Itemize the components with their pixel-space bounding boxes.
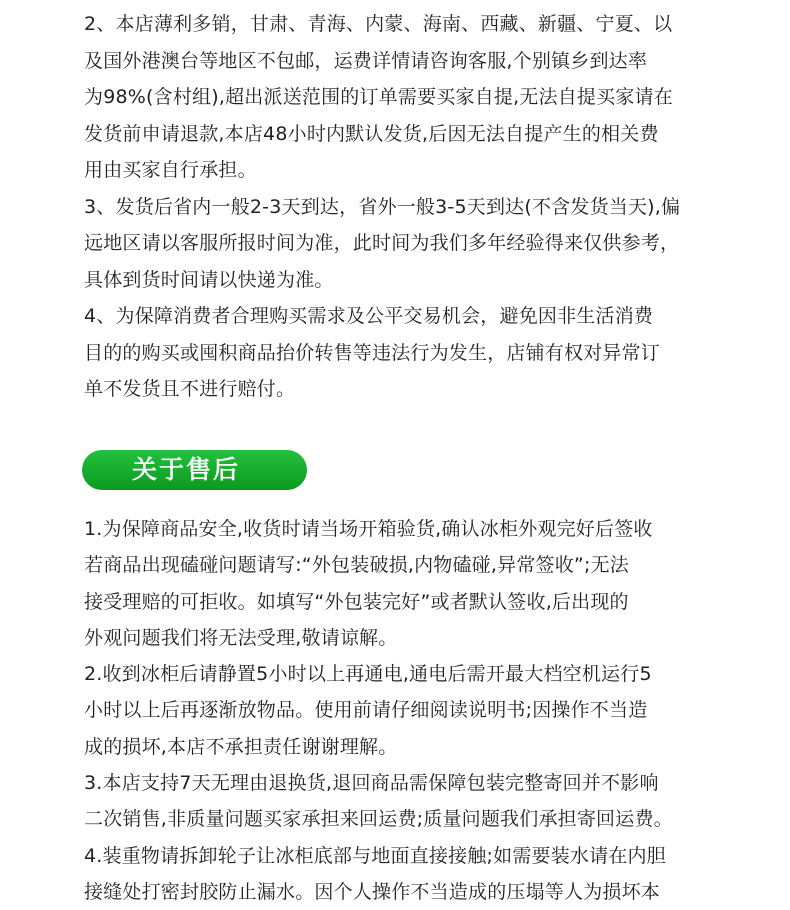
- text-line: 及国外港澳台等地区不包邮，运费详情请咨询客服,个别镇乡到达率: [84, 49, 648, 72]
- text-line: 成的损坏,本店不承担责任谢谢理解。: [84, 735, 398, 758]
- after-sales-heading: 关于售后: [82, 450, 307, 490]
- text-line: 4.装重物请拆卸轮子让冰柜底部与地面直接接触;如需要装水请在内胆: [84, 844, 666, 867]
- text-line: 1.为保障商品安全,收货时请当场开箱验货,确认冰柜外观完好后签收: [84, 518, 653, 540]
- text-line: 4、为保障消费者合理购买需求及公平交易机会，避免因非生活消费: [84, 305, 654, 327]
- text-line: 用由买家自行承担。: [84, 159, 257, 181]
- text-line: 单不发货且不进行赔付。: [84, 378, 296, 400]
- text-line: 若商品出现磕碰问题请写:“外包装破损,内物磕碰,异常签收”;无法: [84, 554, 629, 577]
- after-sales-notes: [84, 511, 734, 910]
- shipping-notes: [84, 6, 734, 408]
- text-line: 2.收到冰柜后请静置5小时以上再通电,通电后需开最大档空机运行5: [84, 663, 652, 686]
- text-line: 接缝处打密封胶防止漏水。因个人操作不当造成的压塌等人为损坏本: [84, 880, 661, 903]
- text-line: 发货前申请退款,本店48小时内默认发货,后因无法自提产生的相关费: [84, 122, 659, 145]
- text-line: 为98%(含村组),超出派送范围的订单需要买家自提,无法自提买家请在: [84, 86, 673, 108]
- text-line: 小时以上后再逐渐放物品。使用前请仔细阅读说明书;因操作不当造: [84, 699, 648, 722]
- text-line: 接受理赔的可拒收。如填写“外包装完好”或者默认签收,后出现的: [84, 590, 629, 613]
- text-line: 2、本店薄利多销，甘肃、青海、内蒙、海南、西藏、新疆、宁夏、以: [84, 13, 673, 35]
- text-line: 外观问题我们将无法受理,敬请谅解。: [84, 626, 398, 649]
- text-line: 3、发货后省内一般2-3天到达，省外一般3-5天到达(不含发货当天),偏: [84, 195, 681, 218]
- text-line: 远地区请以客服所报时间为准，此时间为我们多年经验得来仅供参考，: [84, 232, 680, 254]
- text-line: 二次销售,非质量问题买家承担来回运费;质量问题我们承担寄回运费。: [84, 808, 673, 831]
- text-line: 3.本店支持7天无理由退换货,退回商品需保障包装完整寄回并不影响: [84, 772, 659, 795]
- text-line: 目的的购买或囤积商品抬价转售等违法行为发生，店铺有权对异常订: [84, 341, 661, 364]
- text-line: 具体到货时间请以快递为准。: [84, 268, 334, 291]
